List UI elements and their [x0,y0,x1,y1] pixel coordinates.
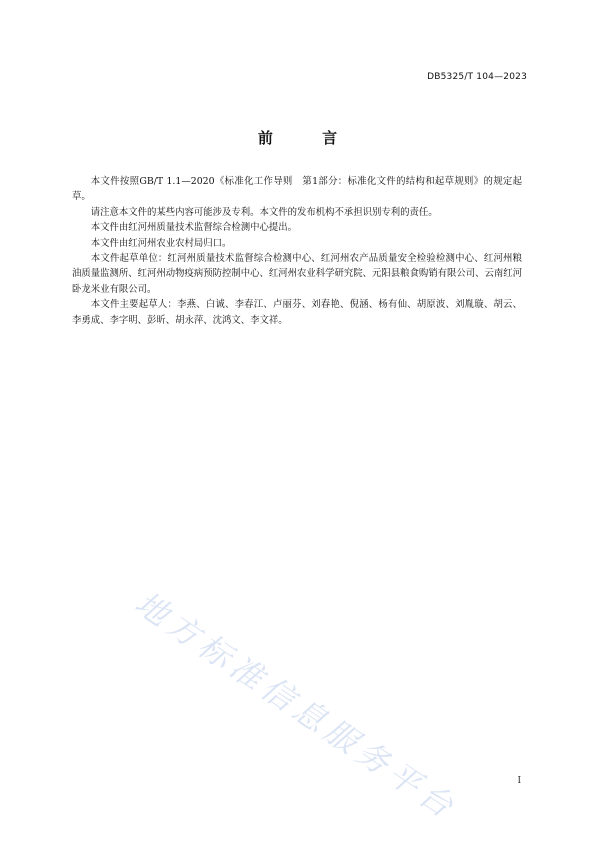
page-number: I [517,776,521,786]
document-code: DB5325/T 104—2023 [427,72,527,82]
paragraph-drafting-rules: 本文件按照GB/T 1.1—2020《标准化工作导则 第1部分：标准化文件的结构和起草规则》的规定起草。 [72,176,522,203]
watermark-text: 地方标准信息服务平台 [128,583,465,828]
paragraph-drafting-units: 本文件起草单位：红河州质量技术监督综合检测中心、红河州农产品质量安全检验检测中心、红河州粮油质量监测所、红河州动物疫病预防控制中心、红河州农业科学研究院、元阳县粮食购销有限公司、云南红河卧龙米业有限公司。 [72,253,523,295]
paragraph-administrator: 本文件由红河州农业农村局归口。 [90,237,232,249]
preface-body [72,174,522,328]
paragraph-proposer: 本文件由红河州质量技术监督综合检测中心提出。 [90,222,298,234]
paragraph-drafters: 本文件主要起草人：李燕、白诚、李春江、卢丽芬、刘春艳、倪涵、杨有仙、胡原波、刘胤璇、胡云、李勇成、李字明、彭昕、胡永萍、沈鸿文、李文祥。 [72,299,522,326]
paragraph-patent-notice: 请注意本文件的某些内容可能涉及专利。本文件的发布机构不承担识别专利的责任。 [90,206,438,218]
page-title: 前 言 [257,129,360,147]
